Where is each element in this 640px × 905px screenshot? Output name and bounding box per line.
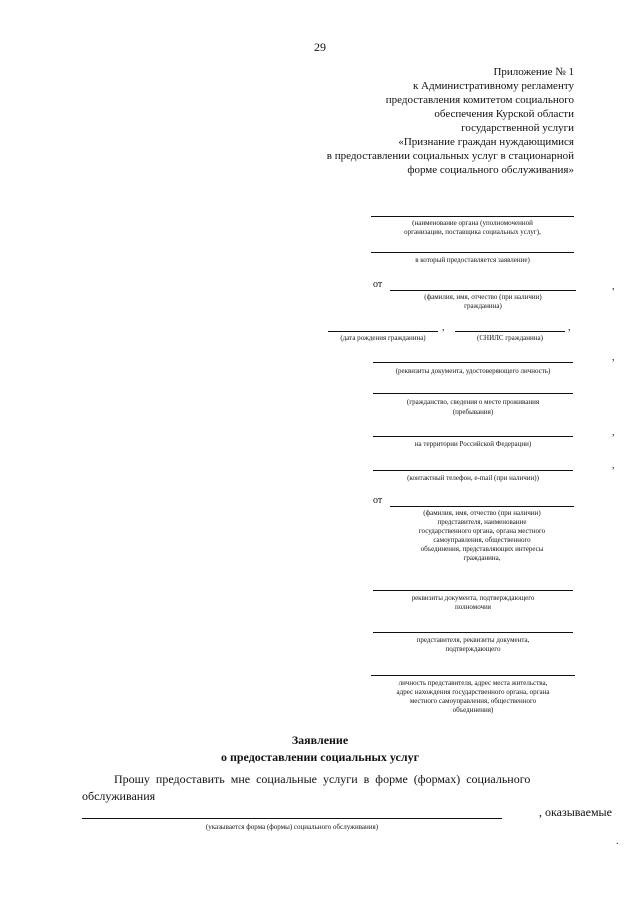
contact-line[interactable] [373, 470, 573, 471]
rep-caption: (фамилия, имя, отчество (при наличии) [423, 509, 541, 517]
comma: , [612, 352, 615, 363]
appendix-line: в предоставлении социальных услуг в стационарной [326, 150, 574, 162]
appendix-line: обеспечения Курской области [434, 108, 574, 120]
appendix-line: Приложение № 1 [493, 66, 574, 78]
appendix-header [254, 65, 574, 177]
org-caption-2: организации, поставщика социальных услуг), [404, 228, 541, 236]
contact-caption: (контактный телефон, e-mail (при наличии)) [407, 474, 539, 482]
comma: , [612, 281, 615, 292]
rep-caption: представителя, наименование [437, 518, 527, 526]
rep-doc-caption-2: полномочия [455, 603, 491, 611]
rep-identity-caption: объединения) [452, 706, 494, 714]
snils-line[interactable] [455, 331, 565, 332]
appendix-line: предоставления комитетом социального [385, 94, 574, 106]
rep-identity-caption: адрес нахождения государственного органа, органа [396, 688, 550, 696]
org-name-line[interactable] [371, 216, 574, 217]
provided-suffix: , оказываемые [539, 805, 612, 819]
appendix-line: к Административному регламенту [412, 80, 574, 92]
request-paragraph-line2: обслуживания [82, 789, 156, 803]
citizenship-caption-1: (гражданство, сведения о месте проживания [406, 398, 540, 406]
comma: , [568, 322, 571, 333]
org-caption-1: (наименование органа (уполномоченной [412, 219, 533, 227]
rep-identity-caption: личность представителя, адрес места жительства, [398, 679, 548, 687]
dob-line[interactable] [328, 331, 438, 332]
representative-line[interactable] [390, 506, 574, 507]
service-form-line[interactable] [82, 818, 502, 819]
id-doc-line[interactable] [373, 362, 573, 363]
fio-caption-1: (фамилия, имя, отчество (при наличии) [424, 293, 542, 301]
request-paragraph-line1: Прошу предоставить мне социальные услуги в форме (формах) социального [114, 772, 531, 786]
from-label: от [373, 279, 383, 290]
rep-caption: самоуправления, общественного [433, 536, 531, 544]
appendix-line: «Признание граждан нуждающимися [398, 136, 574, 148]
comma: , [612, 427, 615, 438]
appendix-line: государственной услуги [461, 122, 574, 134]
rep-doc2-line[interactable] [373, 632, 573, 633]
document-title: Заявление [291, 733, 349, 747]
comma: , [442, 322, 445, 333]
id-doc-caption: (реквизиты документа, удостоверяющего личность) [395, 367, 551, 375]
fio-caption-2: гражданина) [464, 302, 502, 310]
submitted-to-line[interactable] [371, 252, 574, 253]
rep-doc2-caption-2: подтверждающего [445, 645, 501, 653]
rep-doc-line[interactable] [373, 590, 573, 591]
citizenship-caption-2: (пребывания) [452, 408, 494, 416]
service-form-caption: (указывается форма (формы) социального обслуживания) [205, 823, 379, 831]
applicant-fio-line[interactable] [390, 290, 576, 291]
submitted-to-caption: в который предоставляется заявление) [415, 256, 530, 264]
trailing-mark: . [616, 836, 619, 847]
page-number: 29 [314, 40, 326, 54]
document-subtitle: о предоставлении социальных услуг [220, 750, 420, 764]
territory-line[interactable] [373, 436, 573, 437]
appendix-line: форме социального обслуживания» [407, 164, 574, 176]
rep-caption: гражданина, [463, 554, 501, 562]
comma: , [612, 460, 615, 471]
from-label-2: от [373, 495, 383, 506]
rep-identity-caption: местного самоуправления, общественного [409, 697, 537, 705]
dob-caption: (дата рождения гражданина) [340, 334, 426, 342]
rep-doc-caption-1: реквизиты документа, подтверждающего [411, 594, 535, 602]
rep-doc2-caption-1: представителя, реквизиты документа, [416, 636, 530, 644]
rep-caption: государственного органа, органа местного [418, 527, 546, 535]
snils-caption: (СНИЛС гражданина) [477, 334, 543, 342]
rep-identity-line[interactable] [371, 675, 575, 676]
citizenship-line[interactable] [373, 393, 573, 394]
rep-caption: объединения, представляющих интересы [420, 545, 544, 553]
territory-caption: на территории Российской Федерации) [414, 440, 532, 448]
